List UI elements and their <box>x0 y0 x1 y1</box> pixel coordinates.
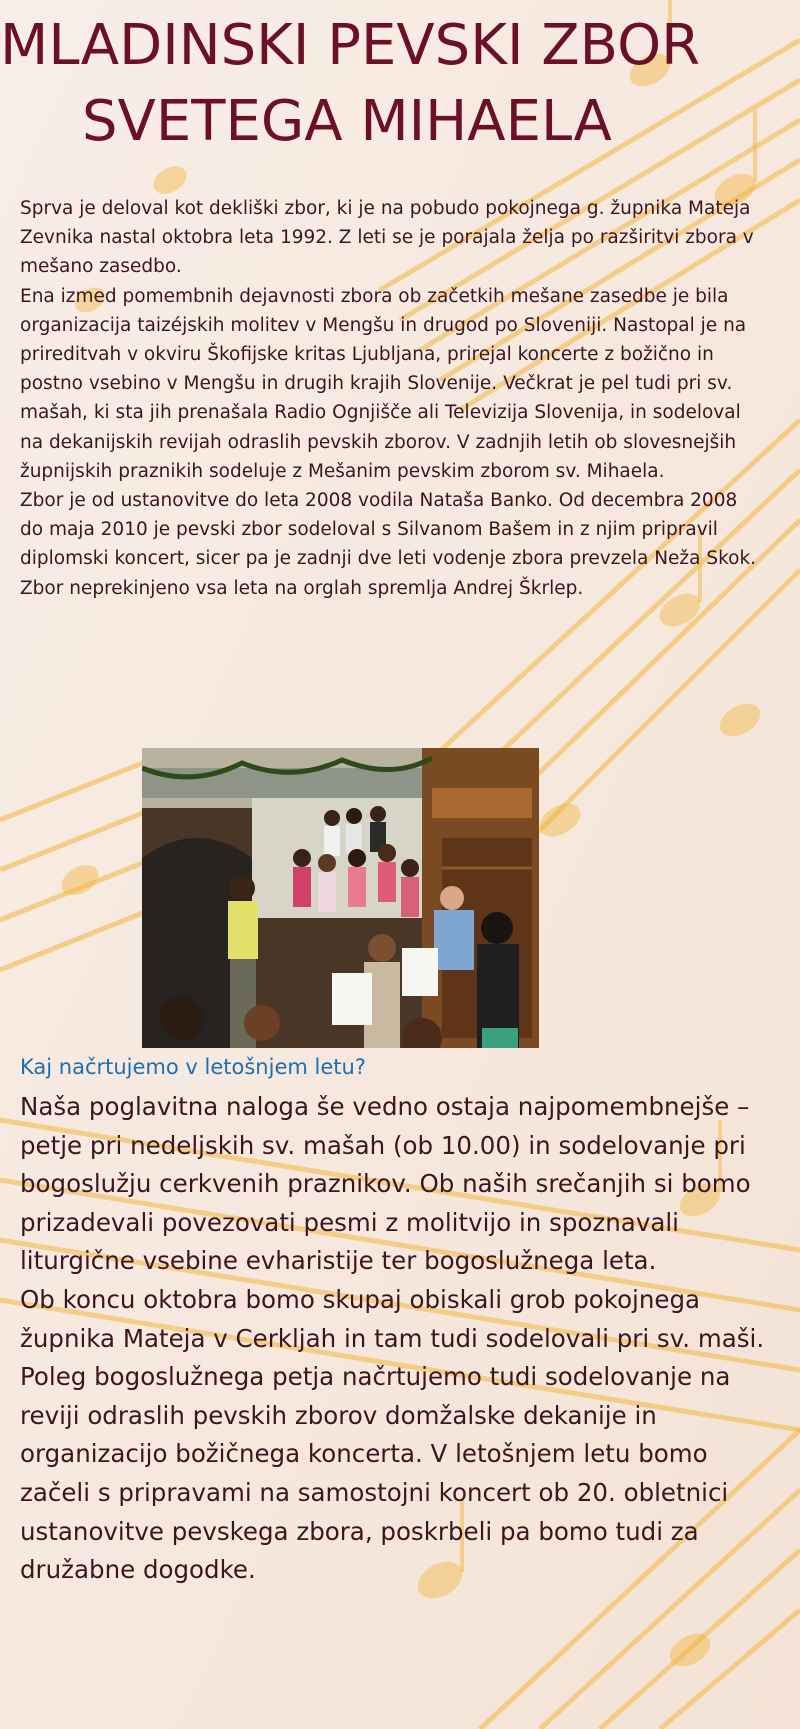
section-heading: Kaj načrtujemo v letošnjem letu? <box>20 1055 366 1079</box>
intro-paragraph: Sprva je deloval kot dekliški zbor, ki je na pobudo pokojnega g. župnika Mateja Zevnika nastal oktobra leta 1992. Z leti se je porajala želja po razširitvi zbora v mešano zasedbo. <box>20 198 754 278</box>
choir-photo <box>142 748 539 1048</box>
intro-text <box>20 194 760 603</box>
page-title-line-2: SVETEGA MIHAELA <box>82 89 612 154</box>
plans-paragraph: Poleg bogoslužnega petja načrtujemo tudi sodelovanje na reviji odraslih pevskih zborov domžalske dekanije in organizacijo božičnega koncerta. V letošnjem letu bomo začeli s pripravami na samostojni koncert ob 20. obletnici ustanovitve pevskega zbora, poskrbeli pa bomo tudi za družabne dogodke. <box>20 1362 731 1585</box>
page-title-line-1: MLADINSKI PEVSKI ZBOR <box>0 13 701 78</box>
intro-paragraph: Ena izmed pomembnih dejavnosti zbora ob začetkih mešane zasedbe je bila organizacija taizéjskih molitev v Mengšu in drugod po Sloveniji. Nastopal je na prireditvah v okviru Škofijske kritas Ljubljana, prirejal koncerte z božično in postno vsebino v Mengšu in drugih krajih Slovenije. Večkrat je pel tudi pri sv. mašah, ki sta jih prenašala Radio Ognjišče ali Televizija Slovenija, in sodeloval na dekanijskih revijah odraslih pevskih zborov. V zadnjih letih ob slovesnejših župnijskih praznikih sodeluje z Mešanim pevskim zborom sv. Mihaela. <box>20 285 747 482</box>
choir-photo-illustration <box>142 748 539 1048</box>
plans-paragraph: Naša poglavitna naloga še vedno ostaja najpomembnejše – petje pri nedeljskih sv. mašah (ob 10.00) in sodelovanje pri bogoslužju cerkvenih praznikov. Ob naših srečanjih si bomo prizadevali povezovati pesmi z molitvijo in spoznavali liturgične vsebine evharistije ter bogoslužnega leta. <box>20 1092 751 1276</box>
plans-paragraph: Ob koncu oktobra bomo skupaj obiskali grob pokojnega župnika Mateja v Cerkljah in tam tudi sodelovali pri sv. maši. <box>20 1284 765 1353</box>
plans-text <box>20 1088 780 1590</box>
intro-paragraph: Zbor je od ustanovitve do leta 2008 vodila Nataša Banko. Od decembra 2008 do maja 2010 je pevski zbor sodeloval s Silvanom Bašem in z njim pripravil diplomski koncert, sicer pa je zadnji dve leti vodenje zbora prevzela Neža Skok. Zbor neprekinjeno vsa leta na orglah spremlja Andrej Škrlep. <box>20 490 757 599</box>
